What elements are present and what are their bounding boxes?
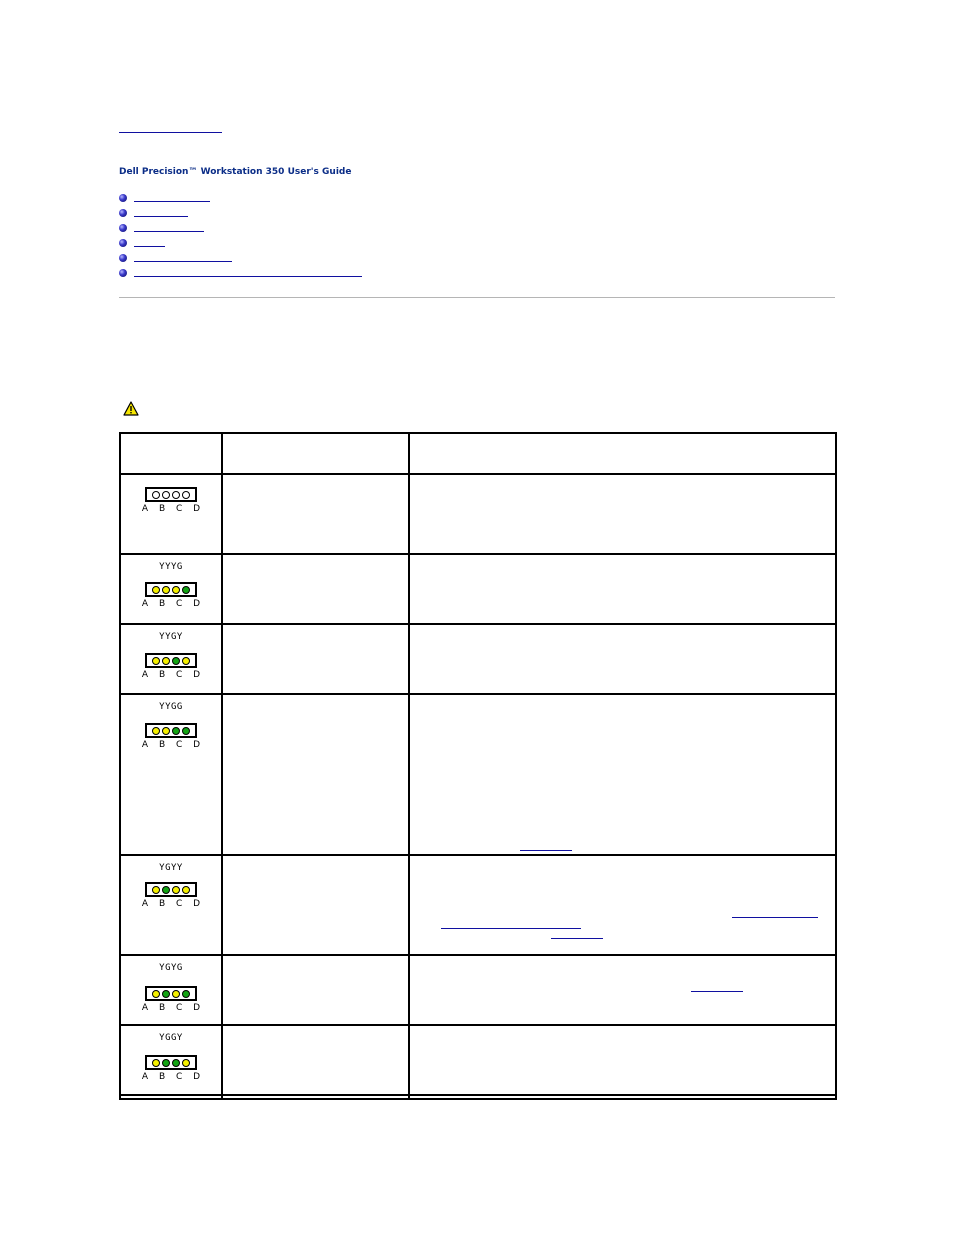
led-light — [182, 886, 190, 894]
bullet-icon — [119, 239, 127, 247]
led-light — [152, 990, 160, 998]
inline-link[interactable] — [691, 991, 743, 992]
horizontal-divider — [119, 297, 835, 298]
led-light — [172, 886, 180, 894]
led-panel — [121, 723, 221, 750]
led-light — [162, 491, 170, 499]
light-pattern-cell — [120, 1095, 222, 1099]
led-light — [172, 990, 180, 998]
led-light — [162, 886, 170, 894]
led-light — [172, 586, 180, 594]
led-light — [182, 586, 190, 594]
led-light — [182, 657, 190, 665]
light-pattern-cell — [120, 554, 222, 624]
suggested-resolution-cell — [409, 1025, 836, 1095]
table-header-row — [120, 433, 836, 474]
table-row — [120, 694, 836, 855]
table-row — [120, 955, 836, 1025]
led-box — [145, 723, 197, 738]
led-light — [152, 727, 160, 735]
toc-link[interactable] — [134, 201, 210, 202]
problem-description-cell — [222, 554, 409, 624]
suggested-resolution-cell — [409, 474, 836, 554]
led-box — [145, 487, 197, 502]
toc-link[interactable] — [134, 261, 232, 262]
toc-link[interactable] — [134, 276, 362, 277]
led-light — [182, 990, 190, 998]
led-light — [162, 586, 170, 594]
document-title: Dell Precision™ Workstation 350 User's Guide — [119, 167, 352, 177]
led-box — [145, 882, 197, 897]
led-light — [152, 886, 160, 894]
problem-description-cell — [222, 855, 409, 955]
led-light — [152, 1059, 160, 1067]
problem-description-cell — [222, 624, 409, 694]
led-light — [152, 586, 160, 594]
led-light — [152, 491, 160, 499]
light-pattern-cell — [120, 624, 222, 694]
problem-description-cell — [222, 474, 409, 554]
table-row — [120, 554, 836, 624]
table-row-continued — [120, 1095, 836, 1099]
led-letters: A B C D — [141, 670, 205, 680]
led-light — [172, 1059, 180, 1067]
light-pattern-cell — [120, 855, 222, 955]
table-row — [120, 624, 836, 694]
led-light — [152, 657, 160, 665]
light-code: YGYG — [159, 963, 183, 973]
suggested-resolution-cell — [409, 554, 836, 624]
header-cell — [120, 433, 222, 474]
led-box — [145, 582, 197, 597]
inline-link[interactable] — [551, 938, 603, 939]
diagnostic-lights-table — [119, 432, 837, 1100]
back-to-contents-link[interactable] — [119, 120, 222, 133]
suggested-resolution-cell — [409, 624, 836, 694]
led-panel — [121, 653, 221, 680]
suggested-resolution-cell — [409, 855, 836, 955]
table-row — [120, 855, 836, 955]
light-pattern-cell — [120, 1025, 222, 1095]
light-code: YYGG — [159, 702, 183, 712]
led-light — [162, 727, 170, 735]
header-cell — [222, 433, 409, 474]
bullet-icon — [119, 194, 127, 202]
led-light — [162, 657, 170, 665]
light-pattern-cell — [120, 694, 222, 855]
table-row — [120, 1025, 836, 1095]
led-light — [182, 491, 190, 499]
light-code: YGGY — [159, 1033, 183, 1043]
led-light — [182, 1059, 190, 1067]
led-letters: A B C D — [141, 599, 205, 609]
suggested-resolution-cell — [409, 955, 836, 1025]
bullet-icon — [119, 224, 127, 232]
led-panel — [121, 1055, 221, 1082]
light-pattern-cell — [120, 474, 222, 554]
led-letters: A B C D — [141, 1072, 205, 1082]
problem-description-cell — [222, 694, 409, 855]
light-code: YGYY — [159, 863, 183, 873]
problem-description-cell — [222, 1025, 409, 1095]
led-letters: A B C D — [141, 1003, 205, 1013]
problem-description-cell — [222, 955, 409, 1025]
led-light — [162, 990, 170, 998]
light-code: YYYG — [159, 562, 183, 572]
light-pattern-cell — [120, 955, 222, 1025]
led-box — [145, 653, 197, 668]
toc-link[interactable] — [134, 246, 165, 247]
led-panel — [121, 882, 221, 909]
toc-link[interactable] — [134, 231, 204, 232]
led-box — [145, 1055, 197, 1070]
led-light — [172, 727, 180, 735]
header-cell — [409, 433, 836, 474]
led-panel — [121, 487, 221, 514]
led-letters: A B C D — [141, 899, 205, 909]
table-row — [120, 474, 836, 554]
problem-description-cell — [222, 1095, 409, 1099]
bullet-icon — [119, 254, 127, 262]
led-panel — [121, 582, 221, 609]
led-light — [182, 727, 190, 735]
bullet-icon — [119, 269, 127, 277]
toc-link[interactable] — [134, 216, 188, 217]
led-light — [172, 657, 180, 665]
suggested-resolution-cell — [409, 694, 836, 855]
led-box — [145, 986, 197, 1001]
inline-link[interactable] — [732, 917, 818, 918]
suggested-resolution-cell — [409, 1095, 836, 1099]
bullet-icon — [119, 209, 127, 217]
led-letters: A B C D — [141, 740, 205, 750]
led-light — [162, 1059, 170, 1067]
inline-link[interactable] — [520, 850, 572, 851]
led-panel — [121, 986, 221, 1013]
led-letters: A B C D — [141, 504, 205, 514]
led-light — [172, 491, 180, 499]
inline-link[interactable] — [441, 928, 581, 929]
caution-icon — [123, 401, 139, 416]
light-code: YYGY — [159, 632, 183, 642]
